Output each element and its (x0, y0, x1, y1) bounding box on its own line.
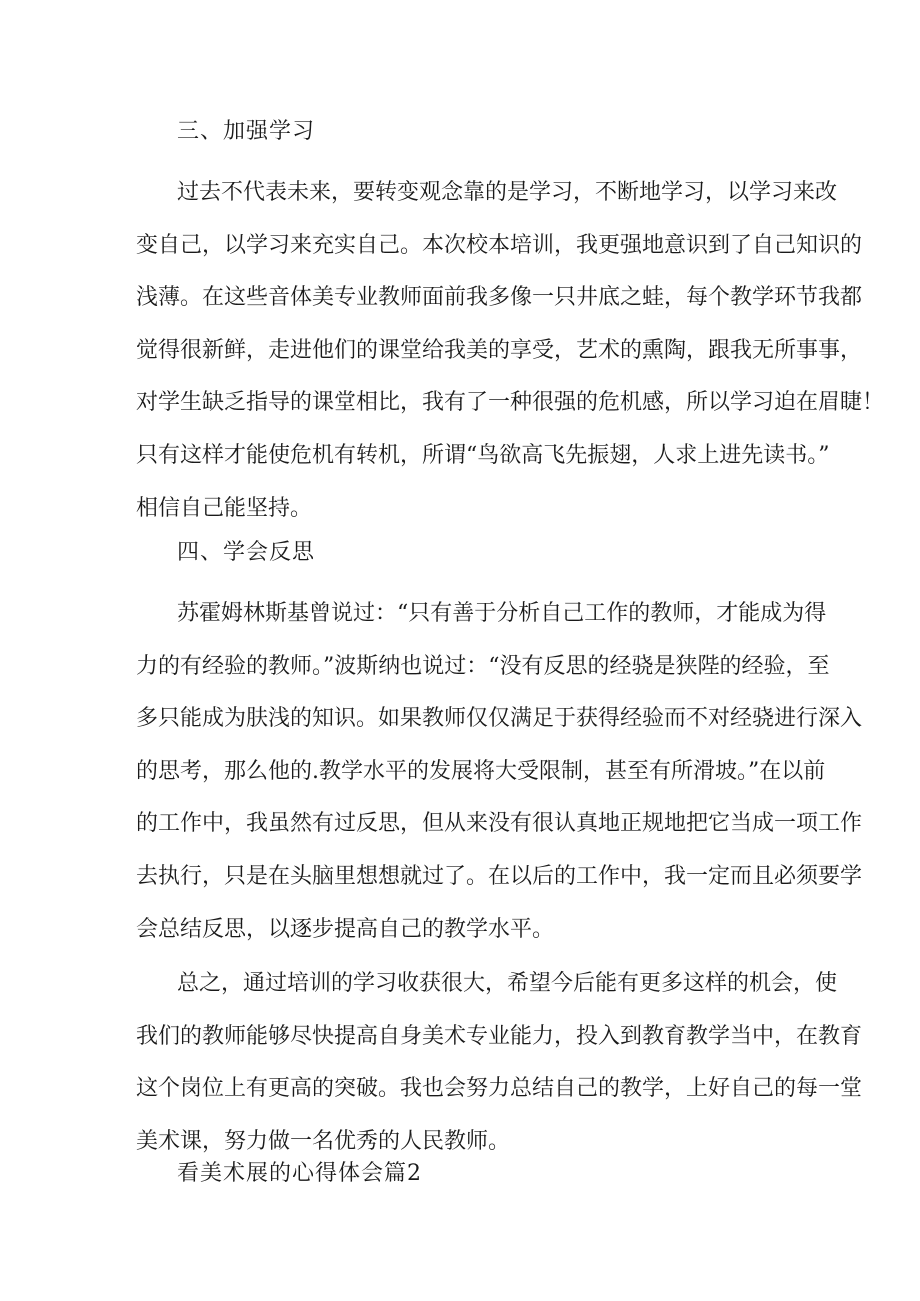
paragraph-line: 力的有经验的教师。”波斯纳也说过：“没有反思的经骁是狭陛的经验，至 (136, 653, 830, 679)
paragraph-line: 这个岗位上有更高的突破。我也会努力总结自己的教学，上好自己的每一堂 (136, 1076, 863, 1102)
paragraph-conclusion (136, 969, 863, 1179)
paragraph-line: 总之，通过培训的学习收获很大，希望今后能有更多这样的机会，使 (177, 971, 838, 996)
paragraph-line: 觉得很新鲜，走进他们的课堂给我美的享受，艺术的熏陶，跟我无所事事， (136, 337, 863, 363)
paragraph-line: 会总结反思，以逐步提高自己的教学水平。 (136, 916, 555, 942)
paragraph-line: 多只能成为肤浅的知识。如果教师仅仅满足于获得经验而不对经骁进行深入 (136, 706, 863, 732)
next-article-heading: 看美术展的心得体会篇2 (177, 1161, 422, 1186)
paragraph-line: 的工作中，我虽然有过反思，但从来没有很认真地正规地把它当成一项工作 (136, 811, 863, 837)
paragraph-line: 去执行，只是在头脑里想想就过了。在以后的工作中，我一定而且必须要学 (136, 863, 863, 889)
section-heading-study: 三、加强学习 (177, 119, 316, 144)
paragraph-line: 相信自己能坚持。 (136, 495, 313, 521)
paragraph-line: 苏霍姆林斯基曾说过：“只有善于分析自己工作的教师，才能成为得 (177, 601, 827, 626)
paragraph-line: 浅薄。在这些音体美专业教师面前我多像一只井底之蛙，每个教学环节我都 (136, 285, 863, 311)
paragraph-line: 我们的教师能够尽快提高自身美术专业能力，投入到教育教学当中，在教育 (136, 1023, 863, 1049)
paragraph-line: 的思考，那么他的.教学水平的发展将大受限制，甚至有所滑坡。”在以前 (136, 758, 826, 784)
section-heading-reflect: 四、学会反思 (177, 540, 316, 565)
paragraph-study (136, 178, 885, 546)
paragraph-line: 只有这样才能使危机有转机，所谓“鸟欲高飞先振翅，人求上进先读书。” (136, 442, 830, 468)
paragraph-line: 过去不代表未来，要转变观念靠的是学习，不断地学习，以学习来改 (177, 180, 838, 205)
paragraph-line: 美术课，努力做一名优秀的人民教师。 (136, 1128, 511, 1154)
paragraph-reflect (136, 599, 863, 967)
paragraph-line: 对学生缺乏指导的课堂相比，我有了一种很强的危机感，所以学习迫在眉睫！ (136, 390, 885, 416)
paragraph-line: 变自己，以学习来充实自己。本次校本培训，我更强地意识到了自己知识的 (136, 232, 863, 258)
